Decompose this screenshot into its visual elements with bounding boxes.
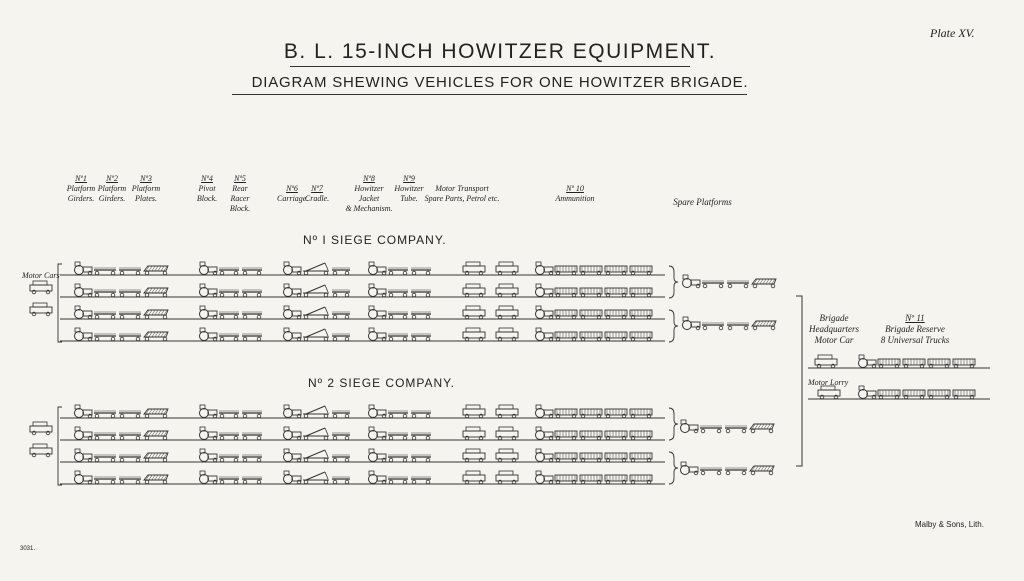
transport-car-b-c2-3 xyxy=(496,471,518,484)
header-no10: Nº 10 Ammunition xyxy=(555,184,595,203)
train-carriage-c2-3 xyxy=(284,471,351,484)
motor-cars-label: Motor Cars xyxy=(22,271,60,280)
spare-platform-train-1 xyxy=(683,275,777,288)
train-pivot-c1-3 xyxy=(200,328,263,341)
train-howitzer-c2-3 xyxy=(369,471,432,484)
train-ammunition-c2-2 xyxy=(536,449,653,462)
transport-car-b-c1-2 xyxy=(496,306,518,319)
train-ammunition-c1-1 xyxy=(536,284,653,297)
transport-car-a-c1-1 xyxy=(463,284,485,297)
train-pivot-c2-0 xyxy=(200,405,263,418)
train-carriage-c1-2 xyxy=(284,306,351,319)
header-no1: Nº1 Platform Girders. xyxy=(66,174,96,203)
spare-platform-train-3 xyxy=(681,420,775,433)
header-no8: Nº8 Howitzer Jacket & Mechanism. xyxy=(345,174,393,213)
train-carriage-c2-2 xyxy=(284,449,351,462)
train-howitzer-c2-1 xyxy=(369,427,432,440)
transport-car-b-c2-2 xyxy=(496,449,518,462)
brigade-hq-car xyxy=(815,355,837,368)
train-pivot-c1-0 xyxy=(200,262,263,275)
train-carriage-c2-0 xyxy=(284,405,351,418)
header-no9: Nº9 Howitzer Tube. xyxy=(394,174,424,203)
train-ammunition-c2-0 xyxy=(536,405,653,418)
train-pivot-c2-1 xyxy=(200,427,263,440)
transport-car-a-c1-2 xyxy=(463,306,485,319)
diagram-subtitle: DIAGRAM SHEWING VEHICLES FOR ONE HOWITZER BRIGADE. xyxy=(251,74,749,91)
train-pivot-c2-3 xyxy=(200,471,263,484)
plate-number: Plate XV. xyxy=(930,26,975,40)
train-pivot-c2-2 xyxy=(200,449,263,462)
brigade-reserve-train-1 xyxy=(859,355,976,368)
train-ammunition-c2-3 xyxy=(536,471,653,484)
left-staff-car-3 xyxy=(30,444,52,457)
brace-c1-b xyxy=(669,310,678,342)
train-howitzer-c1-1 xyxy=(369,284,432,297)
train-howitzer-c2-0 xyxy=(369,405,432,418)
train-girders-c1-1 xyxy=(75,284,169,297)
header-no7: Nº7 Cradle. xyxy=(304,184,330,203)
header-no3: Nº3 Platform Plates. xyxy=(131,174,161,203)
brigade-bracket xyxy=(796,296,802,466)
transport-car-a-c2-2 xyxy=(463,449,485,462)
brace-c1-a xyxy=(669,266,678,298)
left-staff-car-0 xyxy=(30,281,52,294)
transport-car-a-c2-0 xyxy=(463,405,485,418)
header-no6: Nº6 Carriage. xyxy=(277,184,309,203)
train-carriage-c1-0 xyxy=(284,262,351,275)
header-no5: Nº5 Rear Racer Block. xyxy=(229,174,251,213)
brace-c2-b xyxy=(669,452,678,484)
train-howitzer-c2-2 xyxy=(369,449,432,462)
train-howitzer-c1-2 xyxy=(369,306,432,319)
train-girders-c2-2 xyxy=(75,449,169,462)
train-girders-c1-2 xyxy=(75,306,169,319)
train-howitzer-c1-0 xyxy=(369,262,432,275)
transport-car-b-c1-1 xyxy=(496,284,518,297)
transport-car-b-c1-3 xyxy=(496,328,518,341)
brigade-hq-label: Brigade Headquarters Motor Car xyxy=(809,313,859,345)
train-ammunition-c2-1 xyxy=(536,427,653,440)
spare-platform-train-4 xyxy=(681,462,775,475)
train-ammunition-c1-0 xyxy=(536,262,653,275)
transport-car-b-c2-1 xyxy=(496,427,518,440)
brace-c2-a xyxy=(669,408,678,440)
motor-lorry xyxy=(818,386,840,399)
transport-car-a-c2-1 xyxy=(463,427,485,440)
transport-car-a-c2-3 xyxy=(463,471,485,484)
header-motor-transport: Motor Transport Spare Parts, Petrol etc. xyxy=(424,184,500,203)
printer-credit: Malby & Sons, Lith. xyxy=(915,520,984,529)
plate-serial: 3031. xyxy=(20,546,36,552)
train-girders-c2-3 xyxy=(75,471,169,484)
transport-car-b-c1-0 xyxy=(496,262,518,275)
transport-car-a-c1-3 xyxy=(463,328,485,341)
diagram-title: B. L. 15-INCH HOWITZER EQUIPMENT. xyxy=(283,40,717,63)
header-spare-platforms: Spare Platforms xyxy=(673,197,732,207)
left-staff-car-1 xyxy=(30,303,52,316)
motor-lorry-label: Motor Lorry xyxy=(808,378,849,387)
brigade-reserve-train-2 xyxy=(859,386,976,399)
train-girders-c2-0 xyxy=(75,405,169,418)
train-girders-c2-1 xyxy=(75,427,169,440)
company-1-heading: Nº I SIEGE COMPANY. xyxy=(303,233,447,247)
train-pivot-c1-1 xyxy=(200,284,263,297)
train-ammunition-c1-3 xyxy=(536,328,653,341)
left-staff-car-2 xyxy=(30,422,52,435)
train-howitzer-c1-3 xyxy=(369,328,432,341)
train-ammunition-c1-2 xyxy=(536,306,653,319)
left-bracket xyxy=(58,407,62,485)
train-carriage-c2-1 xyxy=(284,427,351,440)
transport-car-a-c1-0 xyxy=(463,262,485,275)
train-carriage-c1-1 xyxy=(284,284,351,297)
train-pivot-c1-2 xyxy=(200,306,263,319)
company-2-heading: Nº 2 SIEGE COMPANY. xyxy=(308,376,455,390)
train-girders-c1-0 xyxy=(75,262,169,275)
transport-car-b-c2-0 xyxy=(496,405,518,418)
header-no4: Nº4 Pivot Block. xyxy=(196,174,218,203)
train-girders-c1-3 xyxy=(75,328,169,341)
train-carriage-c1-3 xyxy=(284,328,351,341)
header-no2: Nº2 Platform Girders. xyxy=(97,174,127,203)
brigade-reserve-label: Nº 11 Brigade Reserve 8 Universal Trucks xyxy=(880,313,950,345)
spare-platform-train-2 xyxy=(683,317,777,330)
left-bracket xyxy=(58,264,62,342)
